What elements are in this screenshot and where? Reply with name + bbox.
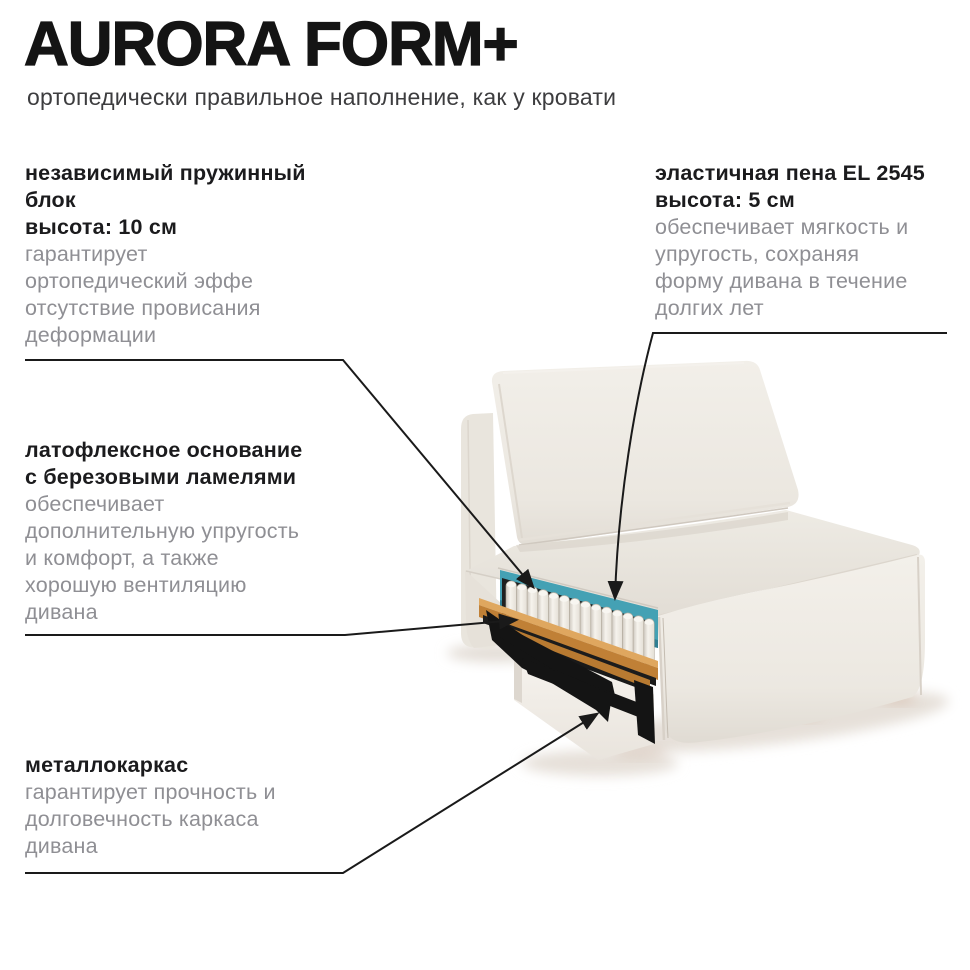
annotation-springs	[25, 160, 306, 349]
page-title: AURORA FORM+	[24, 10, 518, 79]
annotation-spec-line: высота: 10 см	[25, 215, 178, 239]
annotation-desc-line: дивана	[25, 600, 98, 624]
annotation-title-line: эластичная пена EL 2545	[655, 161, 925, 185]
annotation-desc-line: обеспечивает мягкость и	[655, 215, 909, 239]
annotation-desc-line: отсутствие провисания	[25, 296, 261, 320]
annotation-desc-line: гарантирует прочность и	[25, 780, 276, 804]
annotation-desc-line: долгих лет	[655, 296, 764, 320]
annotation-title-line: блок	[25, 188, 76, 212]
page-subtitle: ортопедически правильное наполнение, как у кровати	[27, 84, 617, 110]
annotation-foam	[655, 160, 925, 322]
annotation-desc-line: хорошую вентиляцию	[25, 573, 247, 597]
annotation-title-line: латофлексное основание	[25, 438, 303, 462]
annotation-desc-line: дополнительную упругость	[25, 519, 300, 543]
annotation-title-line: с березовыми ламелями	[25, 465, 297, 489]
annotation-desc-line: ортопедический эффе	[25, 269, 254, 293]
annotation-desc-line: упругость, сохраняя	[655, 242, 860, 266]
annotation-frame	[25, 752, 276, 860]
annotation-title-line: металлокаркас	[25, 753, 189, 777]
annotation-desc-line: и комфорт, а также	[25, 546, 219, 570]
annotation-spec-line: высота: 5 см	[655, 188, 795, 212]
annotation-desc-line: долговечность каркаса	[25, 807, 259, 831]
annotation-latoflex	[25, 437, 302, 626]
annotation-desc-line: дивана	[25, 834, 98, 858]
annotation-title-line: независимый пружинный	[25, 161, 306, 185]
annotation-desc-line: гарантирует	[25, 242, 148, 266]
annotation-desc-line: форму дивана в течение	[655, 269, 908, 293]
annotation-desc-line: деформации	[25, 323, 157, 347]
annotation-desc-line: обеспечивает	[25, 492, 165, 516]
